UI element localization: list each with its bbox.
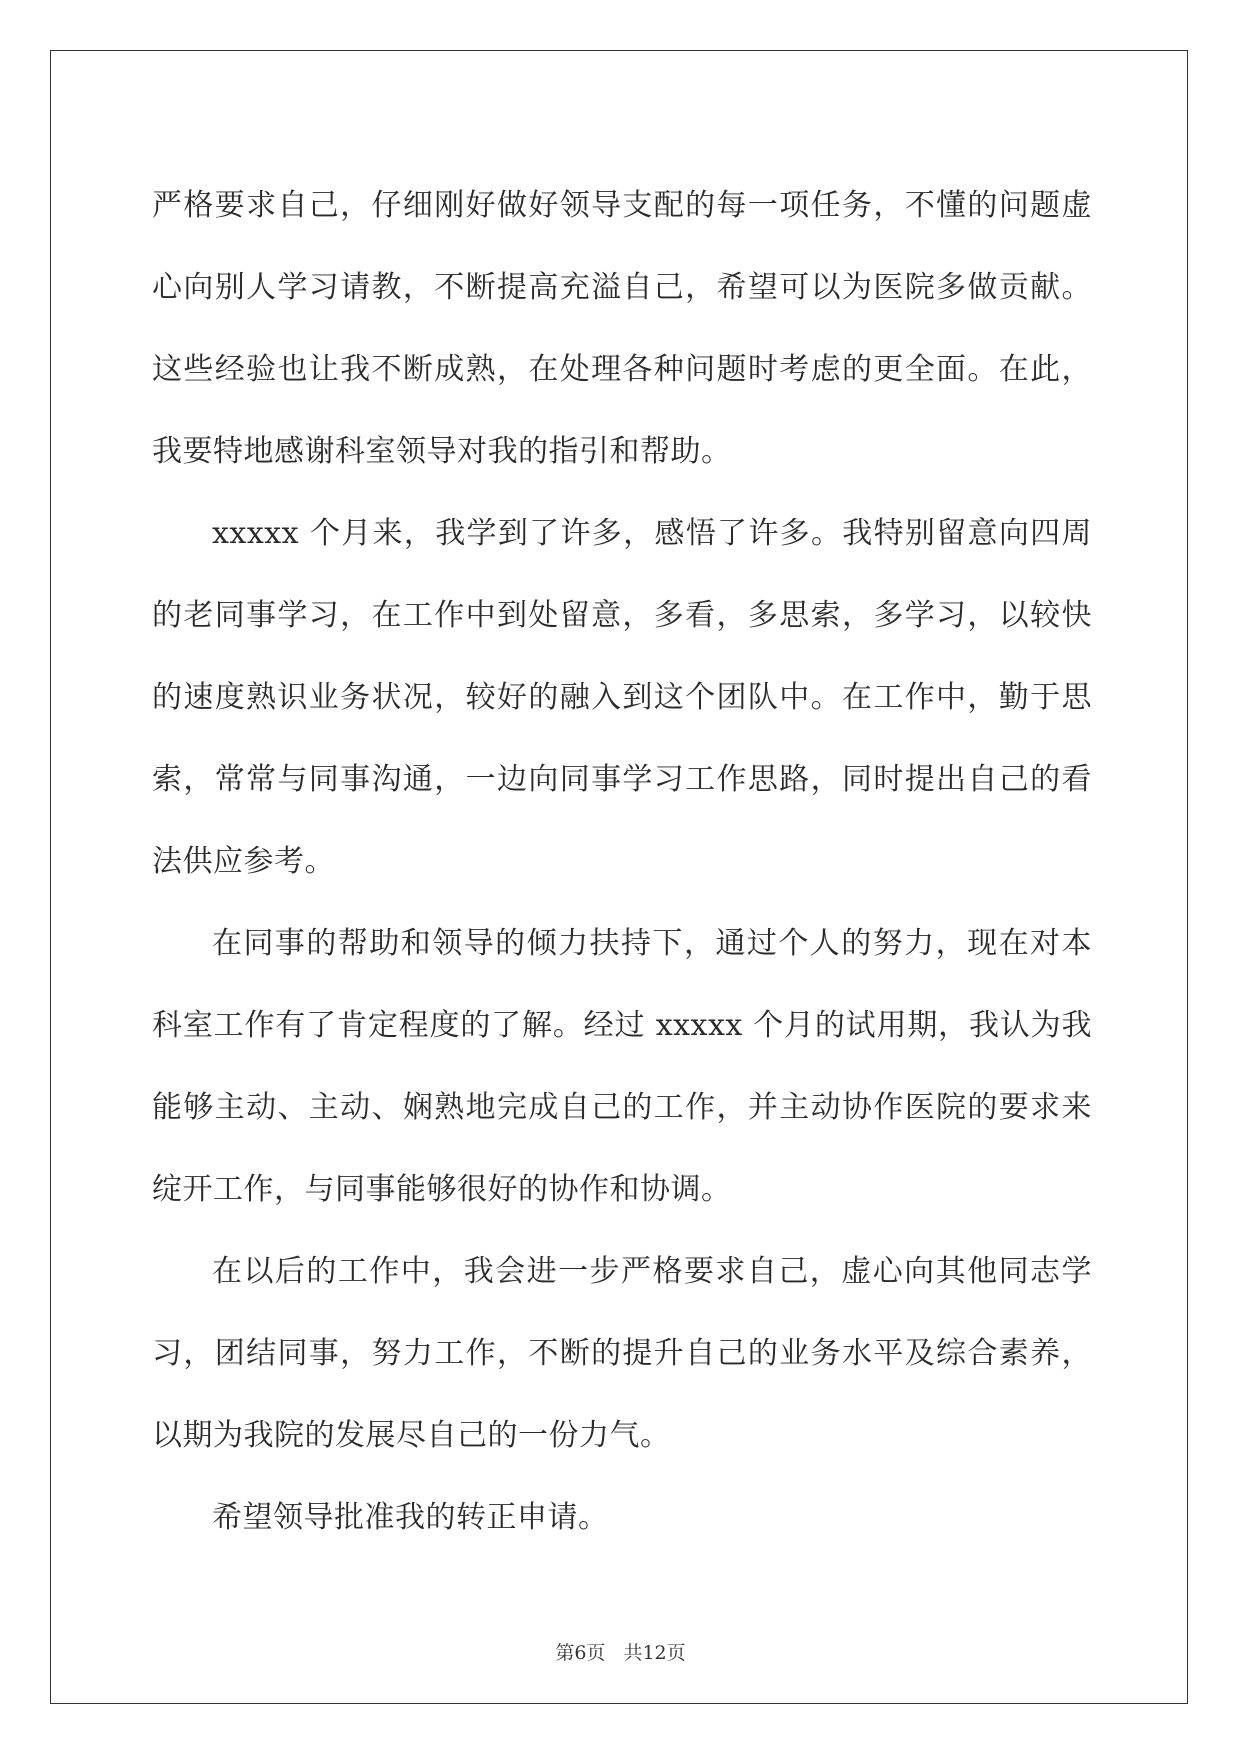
paragraph-5: 希望领导批准我的转正申请。 <box>212 1500 609 1535</box>
paragraph-1: 严格要求自己，仔细刚好做好领导支配的每一项任务，不懂的问题虚心向别人学习请教，不断提高充溢自己，希望可以为医院多做贡献。这些经验也让我不断成熟，在处理各种问题时考虑的更全面。在此，我要特地感谢科室领导对我的指引和帮助。 <box>152 188 1092 469</box>
document-body <box>152 165 1092 1559</box>
page-number: 第6页 <box>555 1642 606 1664</box>
page-total: 共12页 <box>623 1642 686 1664</box>
page-footer <box>0 1638 1241 1665</box>
paragraph-3: 在同事的帮助和领导的倾力扶持下，通过个人的努力，现在对本科室工作有了肯定程度的了解。经过 xxxxx 个月的试用期，我认为我能够主动、主动、娴熟地完成自己的工作，并主动协作医院的要求来绽开工作，与同事能够很好的协作和协调。 <box>152 926 1092 1207</box>
paragraph-2: xxxxx 个月来，我学到了许多，感悟了许多。我特别留意向四周的老同事学习，在工作中到处留意，多看，多思索，多学习，以较快的速度熟识业务状况，较好的融入到这个团队中。在工作中，勤于思索，常常与同事沟通，一边向同事学习工作思路，同时提出自己的看法供应参考。 <box>152 516 1092 879</box>
paragraph-4: 在以后的工作中，我会进一步严格要求自己，虚心向其他同志学习，团结同事，努力工作，不断的提升自己的业务水平及综合素养，以期为我院的发展尽自己的一份力气。 <box>152 1254 1092 1453</box>
